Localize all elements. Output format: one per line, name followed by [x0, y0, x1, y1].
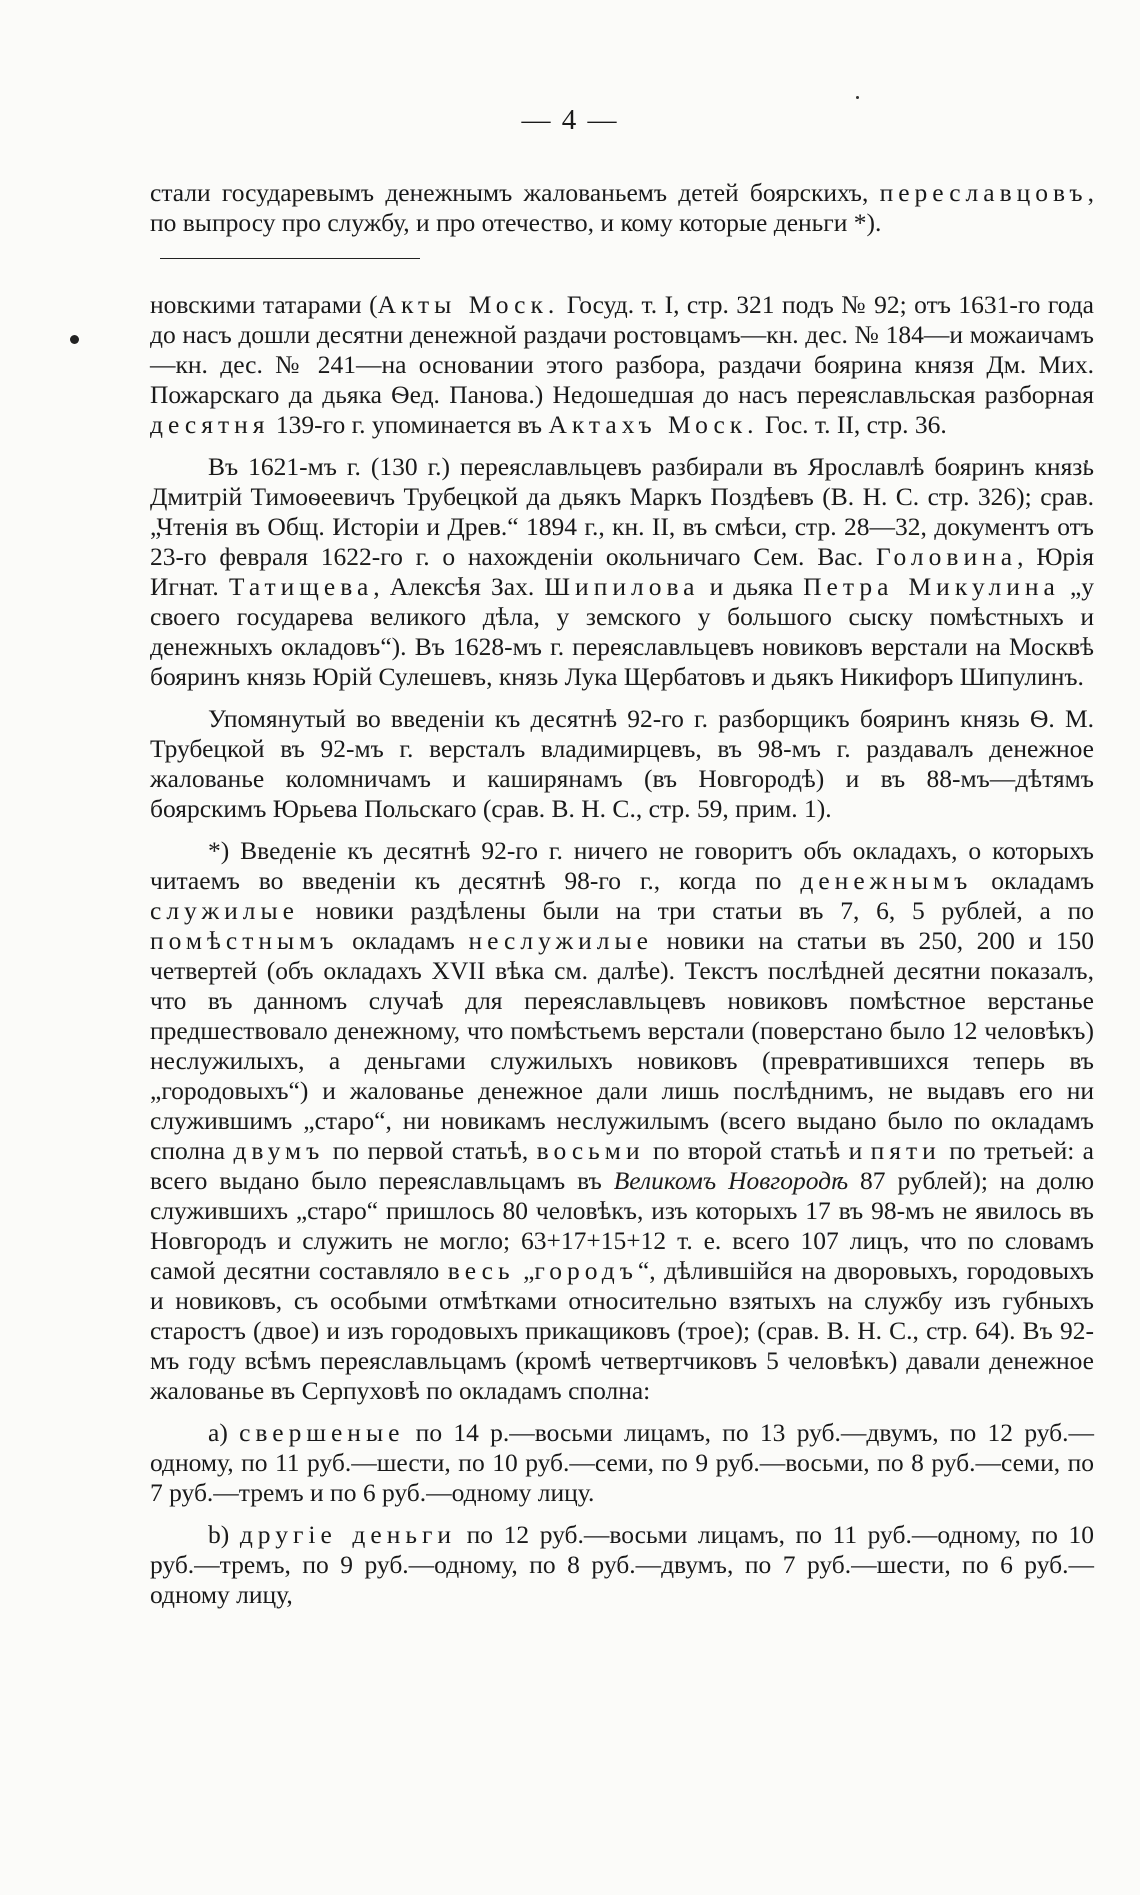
- paragraph-trubetskoy: Упомянутый во введеніи къ десятнѣ 92-го г. разборщикъ бояринъ князь Ѳ. М. Трубецкой въ 92-мъ г. версталъ владимирцевъ, въ 98-мъ г. раздавалъ денежное жалованье коломничамъ и каширянамъ (въ Новгородѣ) и въ 88-мъ—дѣтямъ боярскимъ Юрьева Польскаго (срав. В. Н. С., стр. 59, прим. 1).: [150, 704, 1094, 823]
- spaced-text-run: Головина: [876, 542, 1018, 571]
- text-run: , Юрія Игнат.: [150, 542, 1094, 601]
- italic-text-run: Великомъ Новгородѣ: [613, 1166, 849, 1195]
- spaced-text-run: денежнымъ: [800, 866, 973, 895]
- text-run: по второй статьѣ и: [644, 1136, 871, 1165]
- margin-ink-dot: [70, 335, 79, 344]
- spaced-text-run: десятня: [150, 410, 270, 439]
- text-run: по 12 руб.—восьми лицамъ, по 11 руб.—одному, по 10 руб.—тремъ, по 9 руб.—одному, по 8 руб.—двумъ, по 7 руб.—шести, по 6 руб.—одному лицу,: [150, 1520, 1094, 1609]
- text-run: новики на статьи въ 250, 200 и 150 четвертей (объ окладахъ XVII вѣка см. далѣе). Текстъ послѣдней десятни показалъ, что въ данномъ случаѣ для переяславльцевъ новиковъ помѣстное верстанье предшествовало денежному, что помѣстьемъ верстали (поверстано было 12 человѣкъ) неслужилыхъ, а деньгами служилыхъ новиковъ (превратившихся теперь въ „городовыхъ“) и жалованье денежное дали лишь послѣднимъ, не выдавъ его ни служившимъ „старо“, ни новикамъ неслужилымъ (всего выдано было по окладамъ сполна: [150, 926, 1094, 1165]
- text-run: , по выпросу про службу, и про отечество, и кому которые деньги *).: [150, 178, 1094, 237]
- text-run: „у своего государева великого дѣла, у земского у большого сыску помѣстныхъ и денежныхъ окладовъ“). Въ 1628-мъ г. переяславльцевъ новиковъ верстали на Москвѣ бояринъ князь Юрій Сулешевъ, князь Лука Щербатовъ и дьякъ Никифоръ Шипулинъ.: [150, 572, 1095, 691]
- spaced-text-run: восьми: [536, 1136, 645, 1165]
- paragraph-gap: [150, 692, 1094, 704]
- text-run: a): [208, 1418, 240, 1447]
- spaced-text-run: другіе деньги: [239, 1520, 457, 1549]
- spaced-text-run: свершеные: [239, 1418, 405, 1447]
- spaced-text-run: помѣстнымъ: [150, 926, 339, 955]
- text-run: 87 рублей); на долю служившихъ „старо“ пришлось 80 человѣкъ, изъ которыхъ 17 въ 98-мъ не явилось въ Новгородъ и служить не могло; 63+17+15+12 т. е. всего 107 лицъ, что по словамъ самой десятни составляло: [150, 1166, 1094, 1285]
- text-run: окладамъ: [338, 926, 469, 955]
- spaced-text-run: городъ: [534, 1256, 638, 1285]
- ink-speck: [856, 96, 859, 99]
- paragraph-gap: [150, 1508, 1094, 1520]
- text-run: , Алексѣя Зах.: [373, 572, 545, 601]
- text-run: Госуд. т. I, стр. 321 подъ № 92; отъ 1631-го года до насъ дошли десятни денежной раздачи ростовцамъ—кн. дес. № 184—и можаичамъ—кн. дес. № 241—на основании этого разбора, раздачи боярина князя Дм. Мих. Пожарскаго да дьяка Ѳед. Панова.) Недошедшая до насъ переяславльская разборная: [150, 290, 1094, 409]
- top-note-block: [150, 178, 1094, 238]
- text-run: 139-го г. упоминается въ: [269, 410, 549, 439]
- text-run: по 14 р.—восьми лицамъ, по 13 руб.—двумъ, по 12 руб.—одному, по 11 руб.—шести, по 10 руб.—семи, по 9 руб.—восьми, по 8 руб.—семи, по 7 руб.—тремъ и по 6 руб.—одному лицу.: [150, 1418, 1094, 1507]
- text-run: *) Введеніе къ десятнѣ 92-го г. ничего не говоритъ объ окладахъ, о которыхъ читаемъ во введеніи къ десятнѣ 98-го г., когда по: [150, 836, 1094, 895]
- text-run: b): [208, 1520, 240, 1549]
- paragraph-continued-note: [150, 290, 1094, 440]
- text-run: “, дѣлившійся на дворовыхъ, городовыхъ и новиковъ, съ особыми отмѣтками относительно взятыхъ на службу изъ губныхъ старостъ (двое) и изъ городовыхъ прикащиковъ (трое); (срав. В. Н. С., стр. 64). Въ 92-мъ году всѣмъ переяславльцамъ (кромѣ четвертчиковъ 5 человѣкъ) давали денежное жалованье въ Серпуховѣ по окладамъ сполна:: [150, 1256, 1094, 1405]
- paragraph-item-a: [150, 1418, 1094, 1508]
- spaced-text-run: пяти: [870, 1136, 941, 1165]
- text-run: стали государевымъ денежнымъ жалованьемъ детей боярскихъ,: [150, 178, 880, 207]
- page-number: — 4 —: [521, 104, 619, 136]
- paragraph-gap: [150, 824, 1094, 836]
- paragraph-footnote: [150, 836, 1094, 1406]
- spaced-text-run: Актахъ Моск.: [548, 410, 759, 439]
- text-run: по третьей: а всего выдано было переяславльцамъ въ: [150, 1136, 1094, 1195]
- spaced-text-run: неслужилые: [468, 926, 653, 955]
- text-run: новики раздѣлены были на три статьи въ 7, 6, 5 рублей, а по: [298, 896, 1094, 925]
- top-note-paragraph: [150, 178, 1094, 238]
- text-run: новскими татарами (: [150, 290, 378, 319]
- text-run: по первой статьѣ,: [324, 1136, 537, 1165]
- text-run: Гос. т. II, стр. 36.: [758, 410, 947, 439]
- main-text-block: [150, 290, 1094, 1610]
- spaced-text-run: переславцовъ: [879, 178, 1088, 207]
- spaced-text-run: Акты Моск.: [377, 290, 560, 319]
- spaced-text-run: Татищева: [228, 572, 374, 601]
- paragraph-gap: [150, 1406, 1094, 1418]
- text-run: Въ 1621-мъ г. (130 г.) переяславльцевъ разбирали въ Ярославлѣ бояринъ князь Дмитрій Тимоѳеевичъ Трубецкой да дьякъ Маркъ Поздѣевъ (В. Н. С. стр. 326); срав. „Чтенія въ Общ. Исторіи и Древ.“ 1894 г., кн. II, въ смѣси, стр. 28—32, документъ отъ 23-го февраля 1622-го г. о нахожденіи окольничаго Сем. Вас.: [150, 452, 1094, 571]
- paragraph-gap: [150, 440, 1094, 452]
- paragraph-item-b: [150, 1520, 1094, 1610]
- spaced-text-run: Петра Микулина: [803, 572, 1060, 601]
- text-run: „: [514, 1256, 535, 1285]
- spaced-text-run: служилые: [150, 896, 299, 925]
- spaced-text-run: весь: [447, 1256, 515, 1285]
- footnote-separator-rule: [160, 258, 420, 259]
- text-run: и дьяка: [699, 572, 804, 601]
- paragraph-1621: [150, 452, 1094, 692]
- text-run: окладамъ: [972, 866, 1095, 895]
- spaced-text-run: Шипилова: [544, 572, 700, 601]
- spaced-text-run: двумъ: [233, 1136, 325, 1165]
